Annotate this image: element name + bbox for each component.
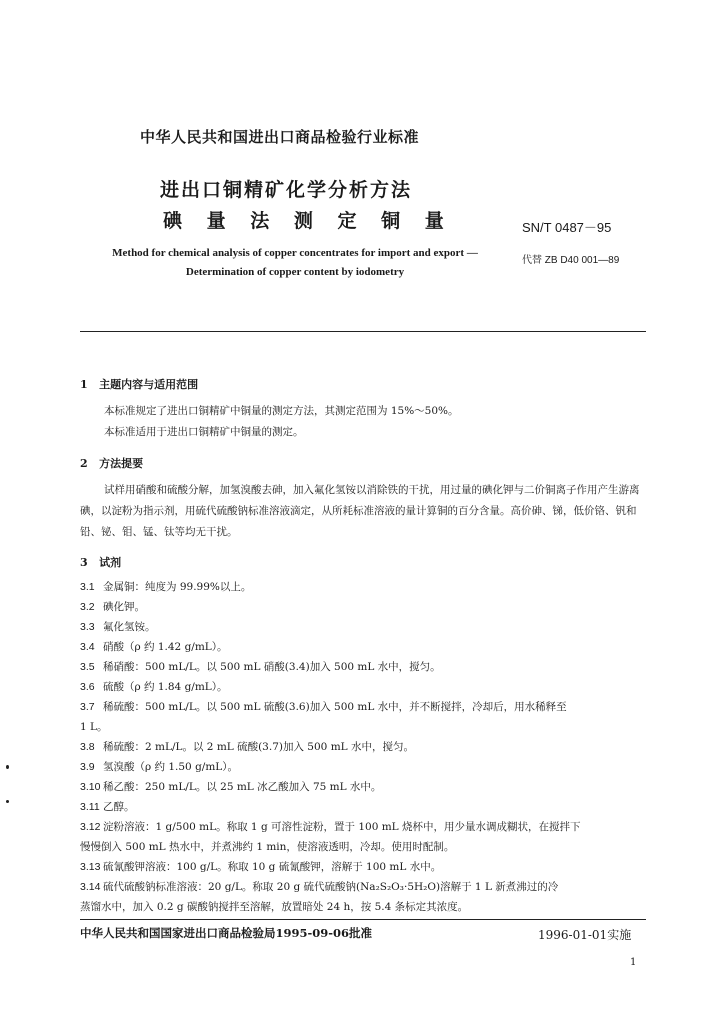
- list-item: [80, 799, 135, 814]
- paragraph: 试样用硝酸和硫酸分解，加氢溴酸去砷，加入氟化氢铵以消除铁的干扰，用过量的碘化钾与二价铜离子作用产生游离碘，以淀粉为指示剂，用硫代硫酸钠标准溶液滴定，从所耗标准溶液的量计算铜的百分含量。高价砷、锑，低价铬、钒和铅、铋、钼、锰、钛等均无干扰。: [80, 484, 640, 538]
- list-item: [80, 679, 228, 694]
- list-item: [80, 579, 251, 594]
- item-continuation: 慢慢倒入 500 mL 热水中，并煮沸约 1 min，使溶液透明，冷却。使用时配制。: [80, 841, 455, 853]
- list-item: [80, 639, 228, 654]
- item-text: 稀乙酸：250 mL/L。以 25 mL 冰乙酸加入 75 mL 水中。: [103, 781, 382, 793]
- footer-rule: [80, 919, 646, 920]
- section-heading: [80, 455, 143, 471]
- implementation-date: 1996-01-01实施: [538, 928, 632, 942]
- item-text: 氟化氢铵。: [103, 621, 156, 633]
- list-item: [80, 599, 145, 614]
- list-item: [80, 759, 238, 774]
- replaces-standard: 代替 ZB D40 001—89: [522, 255, 620, 266]
- item-number: 3.12: [80, 821, 101, 833]
- list-item: [80, 619, 156, 634]
- list-item: [80, 659, 441, 674]
- document-title: 进出口铜精矿化学分析方法: [160, 179, 413, 201]
- english-title: Method for chemical analysis of copper concentrates for import and export —Determination of copper content by iodometry: [112, 247, 478, 278]
- item-text: 乙醇。: [103, 801, 135, 813]
- item-text: 硫氰酸钾溶液：100 g/L。称取 10 g 硫氰酸钾，溶解于 100 mL 水中。: [103, 861, 442, 873]
- section-heading: [80, 376, 198, 392]
- scan-speck: [6, 765, 9, 769]
- section-title: 试剂: [99, 556, 122, 569]
- list-item: [80, 739, 414, 754]
- list-item: [80, 779, 381, 794]
- paragraph: 本标准适用于进出口铜精矿中铜量的测定。: [104, 426, 304, 438]
- section-title: 方法提要: [99, 457, 144, 470]
- list-item: [80, 859, 441, 874]
- item-number: 3.7: [80, 701, 95, 713]
- section-heading: [80, 554, 121, 570]
- item-number: 3.10: [80, 781, 101, 793]
- section-number: 1: [80, 378, 88, 391]
- approval-line: 中华人民共和国国家进出口商品检验局1995-09-06批准: [80, 926, 373, 940]
- issuing-body: 中华人民共和国进出口商品检验行业标准: [140, 128, 420, 146]
- section-title: 主题内容与适用范围: [99, 378, 199, 391]
- document-subtitle: 碘 量 法 测 定 铜 量: [163, 210, 446, 232]
- item-text: 硫酸（ρ 约 1.84 g/mL）。: [103, 681, 228, 693]
- item-number: 3.5: [80, 661, 95, 673]
- item-text: 硫代硫酸钠标准溶液：20 g/L。称取 20 g 硫代硫酸钠(Na₂S₂O₃·5H₂O)溶解于 1 L 新煮沸过的冷: [103, 881, 559, 893]
- item-number: 3.8: [80, 741, 95, 753]
- item-text: 淀粉溶液：1 g/500 mL。称取 1 g 可溶性淀粉，置于 100 mL 烧杯中，用少量水调成糊状，在搅拌下: [103, 821, 581, 833]
- list-item: [80, 699, 567, 714]
- item-text: 氢溴酸（ρ 约 1.50 g/mL）。: [103, 761, 239, 773]
- item-number: 3.4: [80, 641, 95, 653]
- item-text: 金属铜：纯度为 99.99%以上。: [103, 581, 252, 593]
- item-number: 3.6: [80, 681, 95, 693]
- list-item: [80, 819, 580, 834]
- item-number: 3.11: [80, 801, 100, 813]
- section-number: 3: [80, 556, 88, 569]
- item-text: 碘化钾。: [103, 601, 145, 613]
- item-number: 3.3: [80, 621, 95, 633]
- item-continuation: 1 L。: [80, 721, 108, 733]
- item-number: 3.1: [80, 581, 95, 593]
- item-number: 3.2: [80, 601, 95, 613]
- item-text: 硝酸（ρ 约 1.42 g/mL）。: [103, 641, 228, 653]
- list-item: [80, 879, 558, 894]
- item-number: 3.14: [80, 881, 101, 893]
- section-number: 2: [80, 457, 88, 470]
- item-number: 3.13: [80, 861, 101, 873]
- item-text: 稀硫酸：500 mL/L。以 500 mL 硫酸(3.6)加入 500 mL 水中，并不断搅拌，冷却后，用水稀释至: [103, 701, 567, 713]
- paragraph: 本标准规定了进出口铜精矿中铜量的测定方法，其测定范围为 15%～50%。: [104, 405, 459, 417]
- item-continuation: 蒸馏水中，加入 0.2 g 碳酸钠搅拌至溶解，放置暗处 24 h，按 5.4 条标定其浓度。: [80, 901, 469, 913]
- item-text: 稀硫酸：2 mL/L。以 2 mL 硫酸(3.7)加入 500 mL 水中，搅匀。: [103, 741, 414, 753]
- page-number: 1: [630, 957, 637, 968]
- header-rule: [80, 331, 646, 332]
- item-number: 3.9: [80, 761, 95, 773]
- item-text: 稀硝酸：500 mL/L。以 500 mL 硝酸(3.4)加入 500 mL 水中，搅匀。: [103, 661, 441, 673]
- standard-code: SN/T 0487－95: [522, 220, 612, 235]
- scan-speck: [6, 800, 9, 803]
